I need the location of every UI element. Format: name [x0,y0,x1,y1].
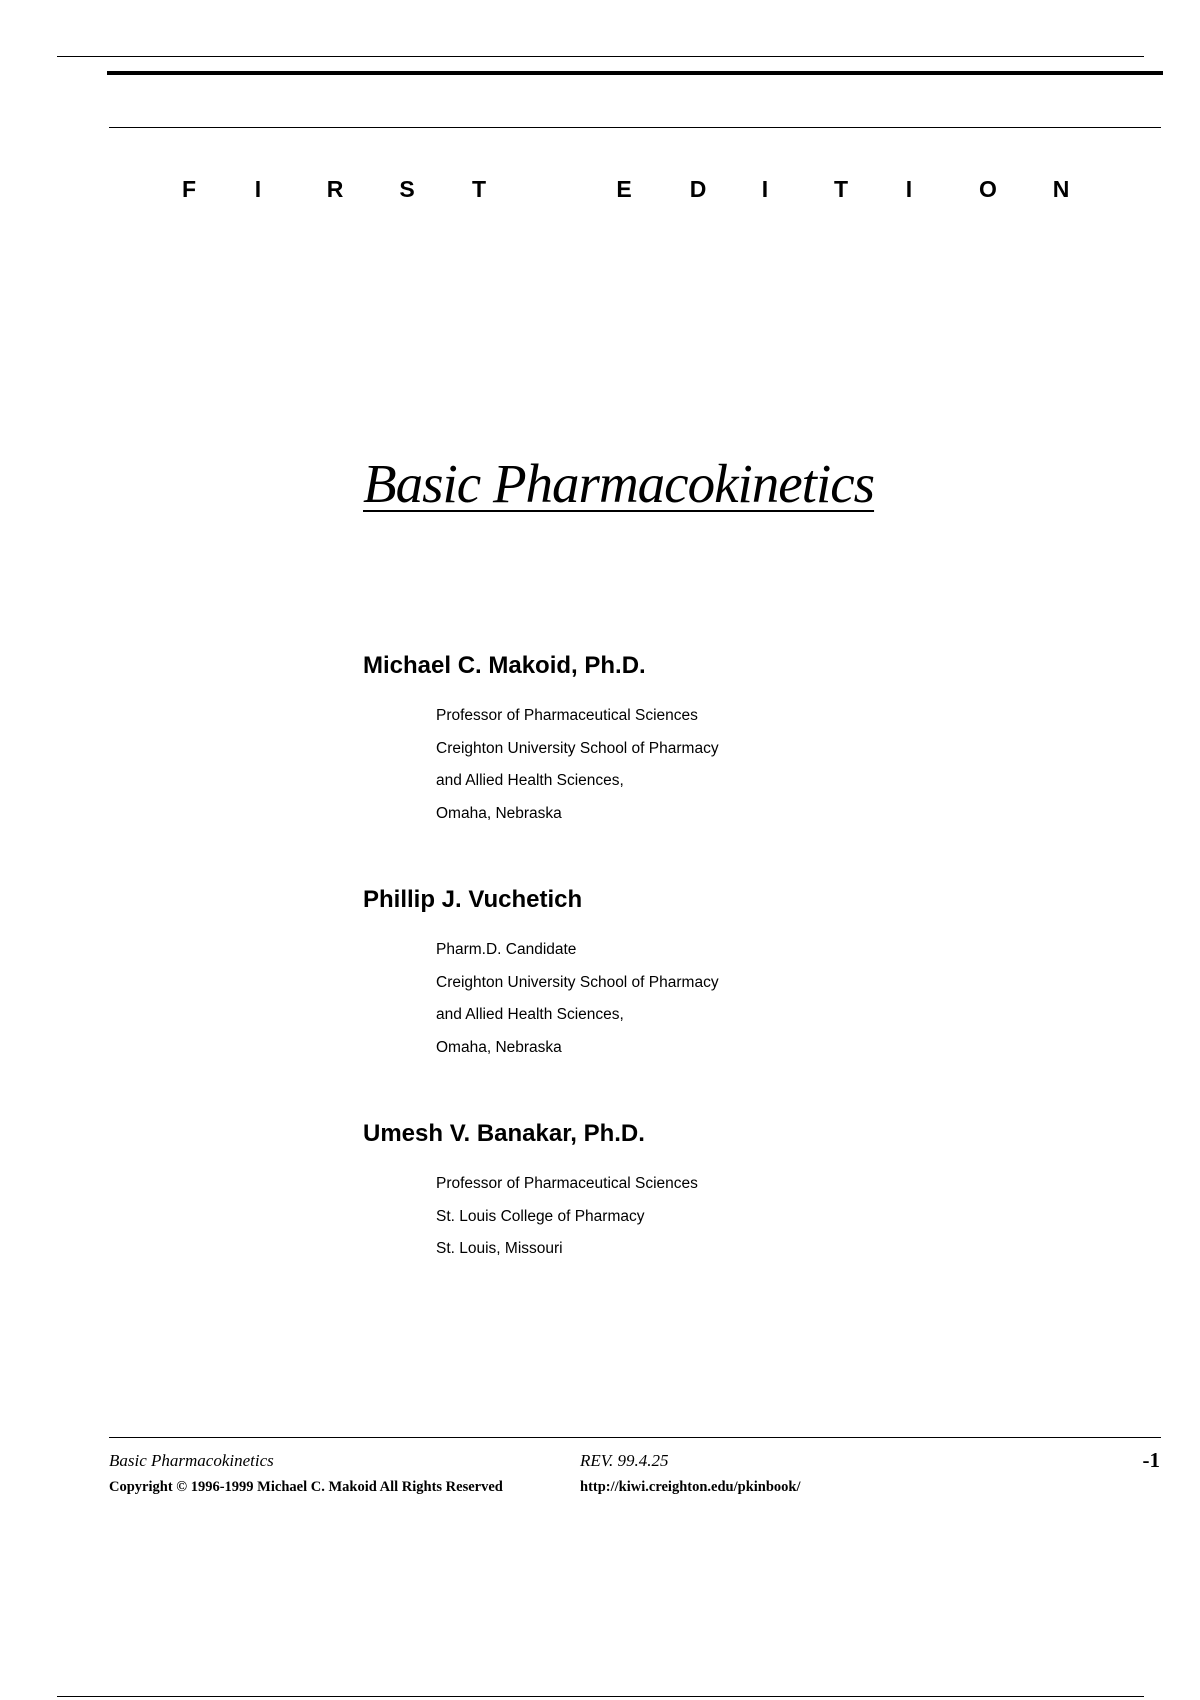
edition-letter: S [399,176,415,202]
footer-book-title: Basic Pharmacokinetics [109,1451,274,1470]
author-affiliation [436,700,719,830]
affiliation-line: and Allied Health Sciences, [436,772,624,789]
affiliation-line: St. Louis College of Pharmacy [436,1207,645,1225]
edition-letter: O [979,176,997,202]
book-title: Basic Pharmacokinetics [363,453,875,514]
page-number: -1 [1142,1448,1160,1472]
footer-copyright: Copyright © 1996-1999 Michael C. Makoid All Rights Reserved [109,1479,503,1495]
edition-letter: F [181,176,197,202]
edition-letter: T [833,176,849,202]
edition-letter: R [326,176,344,202]
edition-letter: E [616,176,632,202]
edition-letter: I [254,176,262,202]
affiliation-line: Pharm.D. Candidate [436,941,577,958]
edition-letter: N [1052,176,1070,202]
edition-letter: T [471,176,487,202]
affiliation-line: Professor of Pharmaceutical Sciences [436,1175,698,1192]
footer-url: http://kiwi.creighton.edu/pkinbook/ [580,1479,801,1495]
affiliation-line: Creighton University School of Pharmacy [436,973,719,991]
affiliation-line: and Allied Health Sciences, [436,1006,624,1023]
top-thick-rule [107,71,1163,75]
top-thin-rule [57,56,1144,57]
footer-revision: REV. 99.4.25 [580,1451,669,1470]
author-name: Phillip J. Vuchetich [363,886,583,913]
affiliation-line: St. Louis, Missouri [436,1240,563,1257]
author-name: Umesh V. Banakar, Ph.D. [363,1120,645,1147]
header-rule [109,127,1161,128]
affiliation-line: Omaha, Nebraska [436,1038,562,1056]
bottom-thin-rule [57,1696,1144,1697]
footer-rule [109,1437,1161,1438]
edition-letter: I [761,176,769,202]
edition-letter: D [689,176,707,202]
edition-banner [109,176,1161,202]
author-affiliation [436,934,719,1064]
author-name: Michael C. Makoid, Ph.D. [363,652,646,679]
author-affiliation [436,1168,698,1266]
affiliation-line: Omaha, Nebraska [436,804,562,822]
edition-letter: I [905,176,913,202]
affiliation-line: Professor of Pharmaceutical Sciences [436,707,698,724]
affiliation-line: Creighton University School of Pharmacy [436,739,719,757]
